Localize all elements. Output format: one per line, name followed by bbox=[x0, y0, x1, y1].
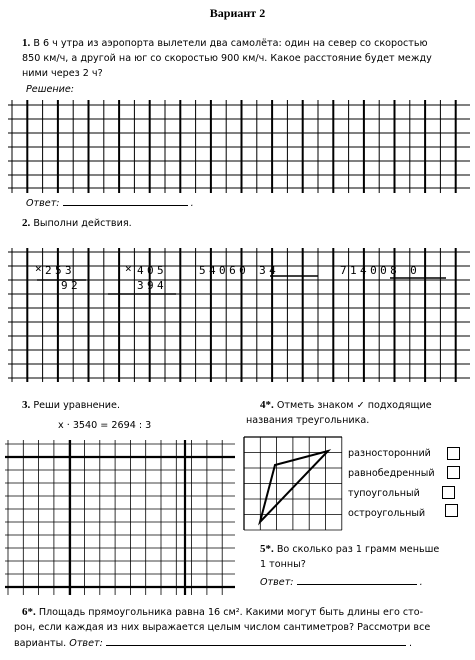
page-title: Вариант 2 bbox=[209, 6, 266, 20]
option-ravnobedrenniy-checkbox[interactable] bbox=[447, 466, 460, 479]
triangle-figure bbox=[260, 451, 328, 522]
task6-text: 6*. Площадь прямоугольника равна 16 см². Какими могут быть длины его сто- рон, если каждая из них выражается целым числом сантиметров? Рассмотри все варианты. Ответ: . bbox=[14, 606, 431, 649]
task6-number: 6*. bbox=[22, 606, 36, 618]
calc1-multiplier: 92 bbox=[61, 279, 82, 292]
task4-number: 4*. bbox=[260, 399, 274, 411]
calc1-multiplicand: 253 bbox=[45, 264, 76, 277]
task6-line1: Площадь прямоугольника равна 16 см². Какими могут быть длины его сто- bbox=[38, 607, 424, 618]
calc3-division: 54060 34 bbox=[199, 264, 280, 277]
option-raznostoronniy: разносторонний bbox=[348, 448, 431, 459]
task1-line2: 850 км/ч, а другой на юг со скоростью 900 км/ч. Какое расстояние будет между bbox=[22, 53, 432, 64]
task5-answer-label: Ответ: bbox=[260, 577, 294, 588]
task6-line2: рон, если каждая из них выражается целым числом сантиметров? Рассмотри все bbox=[14, 622, 431, 633]
task6-answer-label: Ответ: bbox=[69, 638, 103, 649]
option-ostrougolniy: остроугольный bbox=[348, 508, 426, 519]
task1-answer: Ответ: . bbox=[26, 195, 194, 209]
option-tupougolniy-checkbox[interactable] bbox=[442, 486, 455, 499]
task4-line1b: подходящие bbox=[367, 400, 432, 411]
task3-number: 3. bbox=[22, 399, 31, 411]
task1-solution-label: Решение: bbox=[26, 84, 75, 95]
option-raznostoronniy-checkbox[interactable] bbox=[447, 447, 460, 460]
check-mark-icon: ✓ bbox=[356, 400, 365, 411]
task2-number: 2. bbox=[22, 217, 31, 229]
calc1-times-sign: × bbox=[35, 262, 46, 275]
task5-answer-line[interactable] bbox=[297, 574, 417, 585]
calc2-times-sign: × bbox=[125, 262, 136, 275]
task4-line2: названия треугольника. bbox=[246, 415, 370, 426]
task1-line3: ними через 2 ч? bbox=[22, 68, 103, 79]
task3-equation: x · 3540 = 2694 : 3 bbox=[58, 420, 152, 431]
task2-instruction: Выполни действия. bbox=[33, 218, 132, 229]
option-tupougolniy: тупоугольный bbox=[348, 488, 420, 499]
task1-line1: В 6 ч утра из аэропорта вылетели два самолёта: один на север со скоростью bbox=[33, 38, 428, 49]
task5-line2: 1 тонны? bbox=[260, 559, 306, 570]
calc4-division: 714008 0 bbox=[340, 264, 421, 277]
task4-line1a: Отметь знаком bbox=[276, 400, 354, 411]
task1-number: 1. bbox=[22, 37, 31, 49]
calc2-multiplier: 394 bbox=[137, 279, 168, 292]
task5-answer: Ответ: . bbox=[260, 574, 423, 588]
task5-line1: Во сколько раз 1 грамм меньше bbox=[276, 544, 440, 555]
task5-text bbox=[260, 542, 439, 557]
task1-answer-label: Ответ: bbox=[26, 198, 60, 209]
task5-number: 5*. bbox=[260, 543, 274, 555]
task6-answer-line[interactable] bbox=[106, 635, 406, 646]
option-ravnobedrenniy: равнобедренный bbox=[348, 468, 435, 479]
task6-line3: варианты. bbox=[14, 638, 67, 649]
option-ostrougolniy-checkbox[interactable] bbox=[445, 504, 458, 517]
calc2-multiplicand: 405 bbox=[137, 264, 168, 277]
task3-instruction: Реши уравнение. bbox=[33, 400, 120, 411]
